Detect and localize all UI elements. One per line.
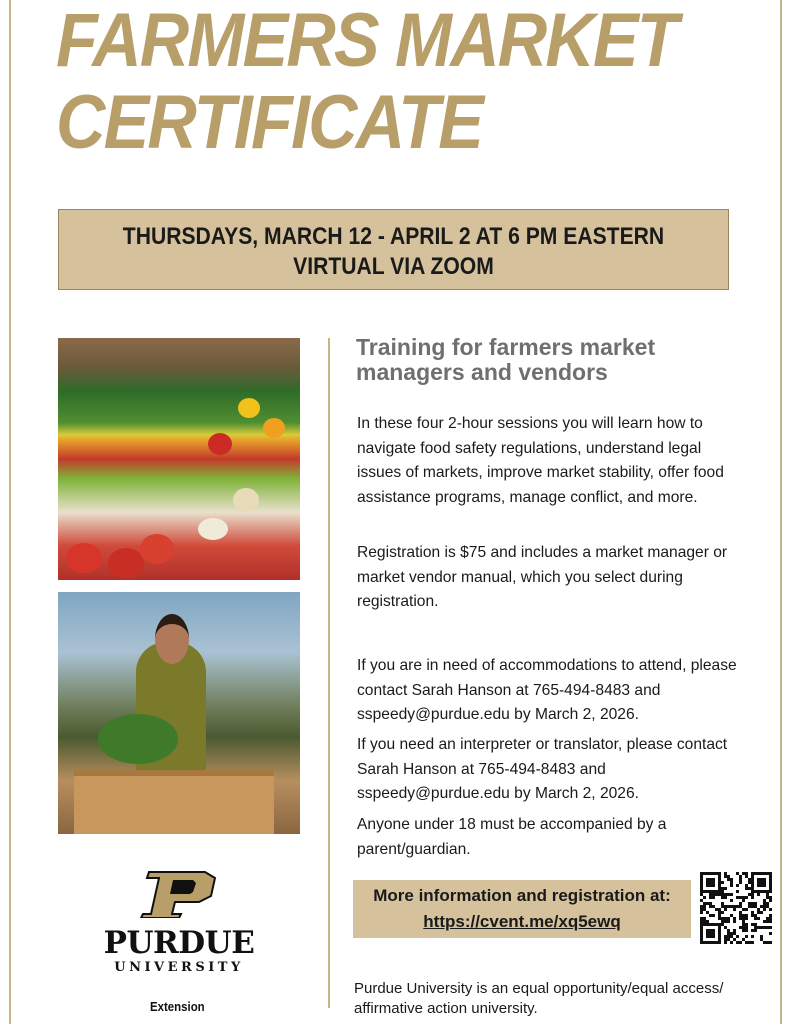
- turnip-shape: [198, 518, 228, 540]
- info-label: More information and registration at:: [373, 886, 671, 905]
- vendor-head: [155, 614, 189, 664]
- title-line-2: CERTIFICATE: [56, 80, 483, 165]
- banner-date-line: THURSDAYS, MARCH 12 - APRIL 2 AT 6 PM EASTERN: [122, 223, 665, 250]
- right-border-line: [780, 0, 782, 1024]
- registration-link[interactable]: https://cvent.me/xq5ewq: [423, 912, 621, 931]
- vendor-photo: [58, 592, 300, 834]
- section-heading: [356, 335, 655, 385]
- logo-wordmark: PURDUE: [103, 925, 255, 961]
- title-line-1: FARMERS MARKET: [56, 0, 677, 83]
- heading-line-1: Training for farmers market: [356, 334, 656, 360]
- tomato-shape: [66, 543, 102, 573]
- banner-venue-line: VIRTUAL VIA ZOOM: [293, 253, 494, 280]
- page-title: [56, 0, 677, 164]
- pepper-shape: [238, 398, 260, 418]
- extension-label: Extension: [150, 999, 205, 1014]
- plant-shape: [98, 714, 178, 764]
- registration-info-box: [353, 880, 691, 938]
- tomato-shape: [108, 548, 144, 578]
- interpreter-paragraph: If you need an interpreter or translator, please contact Sarah Hanson at 765-494-8483 and sspeedy@purdue.edu by March 2, 2026.: [357, 736, 728, 802]
- purdue-p-icon: [135, 870, 219, 918]
- onion-shape: [233, 488, 259, 512]
- date-banner: [58, 209, 729, 290]
- registration-paragraph: Registration is $75 and includes a market manager or market vendor manual, which you select during registration.: [357, 544, 728, 610]
- accommodations-paragraph: If you are in need of accommodations to attend, please contact Sarah Hanson at 765-494-8483 and sspeedy@purdue.edu by March 2, 2026.: [357, 657, 737, 723]
- equal-opportunity-statement: Purdue University is an equal opportunity/equal access/ affirmative action university.: [354, 980, 724, 1017]
- vegetables-photo: [58, 338, 300, 580]
- crate-shape: [74, 770, 274, 834]
- pepper-shape: [208, 433, 232, 455]
- pepper-shape: [263, 418, 285, 438]
- tomato-shape: [140, 534, 174, 564]
- heading-line-2: managers and vendors: [356, 359, 608, 385]
- left-border-line: [9, 0, 11, 1024]
- qr-code-icon[interactable]: [700, 872, 772, 944]
- logo-subtitle: UNIVERSITY: [114, 960, 244, 975]
- column-divider: [328, 338, 330, 1008]
- sessions-paragraph: In these four 2-hour sessions you will learn how to navigate food safety regulations, understand legal issues of markets, improve market stability, offer food assistance programs, manage conflict, and more.: [357, 415, 724, 506]
- age-paragraph: Anyone under 18 must be accompanied by a parent/guardian.: [357, 816, 667, 858]
